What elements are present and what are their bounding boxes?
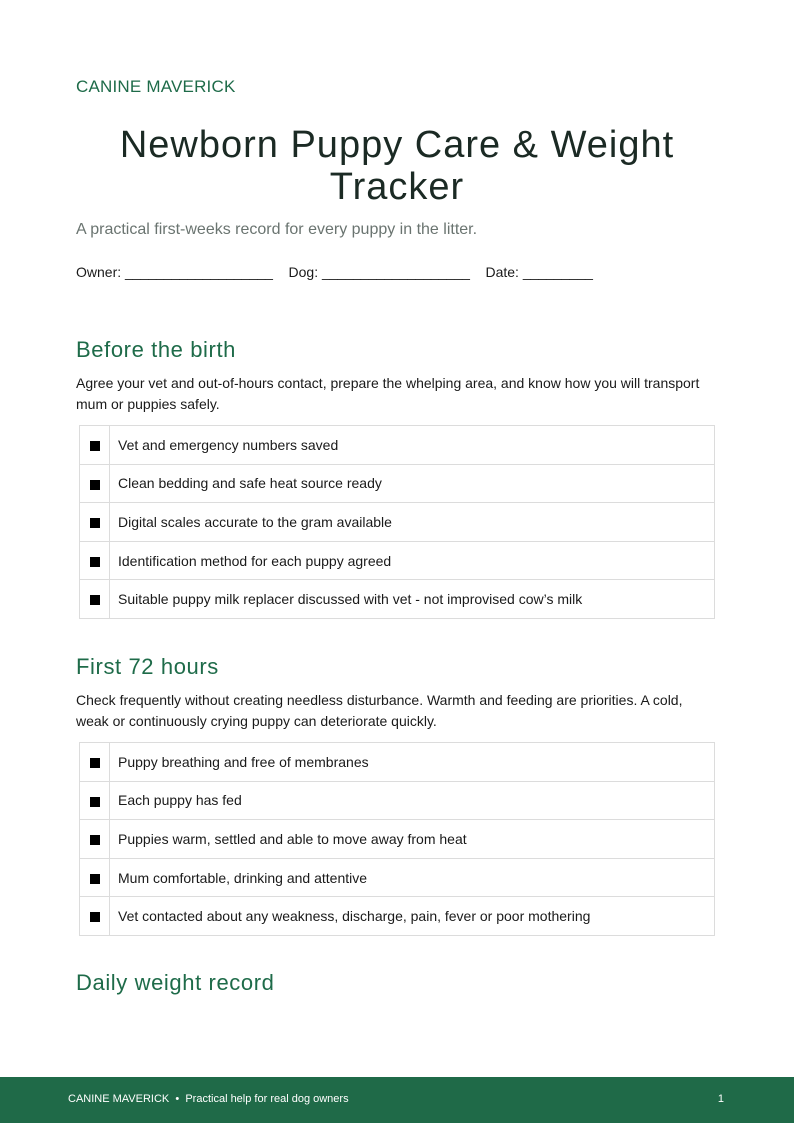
checklist-item-label: Each puppy has fed bbox=[110, 781, 715, 820]
checklist-before-birth bbox=[79, 425, 715, 619]
page-number: 1 bbox=[717, 1093, 724, 1105]
checklist-item-label: Clean bedding and safe heat source ready bbox=[110, 464, 715, 503]
checkbox[interactable] bbox=[80, 820, 110, 859]
checklist-item-label: Puppy breathing and free of membranes bbox=[110, 743, 715, 782]
checkbox-square-icon bbox=[90, 480, 100, 490]
checkbox-square-icon bbox=[90, 912, 100, 922]
checkbox[interactable] bbox=[80, 464, 110, 503]
checkbox[interactable] bbox=[80, 743, 110, 782]
checklist-row bbox=[80, 503, 715, 542]
checklist-row bbox=[80, 541, 715, 580]
checkbox-square-icon bbox=[90, 518, 100, 528]
checklist-item-label: Identification method for each puppy agreed bbox=[110, 541, 715, 580]
checkbox[interactable] bbox=[80, 897, 110, 936]
section-title-daily-weight: Daily weight record bbox=[76, 970, 275, 995]
brand-name: CANINE MAVERICK bbox=[76, 77, 236, 96]
checkbox[interactable] bbox=[80, 858, 110, 897]
checklist-row bbox=[80, 781, 715, 820]
checklist-item-label: Puppies warm, settled and able to move away from heat bbox=[110, 820, 715, 859]
checklist-item-label: Mum comfortable, drinking and attentive bbox=[110, 858, 715, 897]
section-title-before-birth: Before the birth bbox=[76, 337, 237, 362]
checklist-item-label: Vet contacted about any weakness, discharge, pain, fever or poor mothering bbox=[110, 897, 715, 936]
checklist-first-72-hours bbox=[79, 742, 715, 936]
checklist-row bbox=[80, 820, 715, 859]
checkbox[interactable] bbox=[80, 503, 110, 542]
checklist-row bbox=[80, 858, 715, 897]
checklist-item-label: Digital scales accurate to the gram available bbox=[110, 503, 715, 542]
checkbox[interactable] bbox=[80, 426, 110, 465]
owner-dog-date-fields[interactable]: Owner: ___________________ Dog: ___________________ Date: _________ bbox=[76, 264, 593, 280]
page-footer bbox=[0, 1077, 794, 1123]
checklist-row bbox=[80, 426, 715, 465]
checklist-row bbox=[80, 464, 715, 503]
page-title: Newborn Puppy Care & Weight Tracker bbox=[119, 124, 675, 208]
checkbox[interactable] bbox=[80, 580, 110, 619]
checkbox[interactable] bbox=[80, 541, 110, 580]
checkbox-square-icon bbox=[90, 441, 100, 451]
section-desc-first-72-hours: Check frequently without creating needless disturbance. Warmth and feeding are priorities. A cold, weak or continuously crying puppy can deteriorate quickly. bbox=[76, 692, 683, 729]
checkbox-square-icon bbox=[90, 874, 100, 884]
checkbox-square-icon bbox=[90, 758, 100, 768]
section-title-first-72-hours: First 72 hours bbox=[76, 654, 219, 679]
checkbox-square-icon bbox=[90, 595, 100, 605]
checklist-row bbox=[80, 743, 715, 782]
checklist-item-label: Suitable puppy milk replacer discussed with vet - not improvised cow’s milk bbox=[110, 580, 715, 619]
checklist-item-label: Vet and emergency numbers saved bbox=[110, 426, 715, 465]
checkbox-square-icon bbox=[90, 797, 100, 807]
page-subtitle: A practical first-weeks record for every puppy in the litter. bbox=[76, 221, 478, 238]
footer-brand-tagline: CANINE MAVERICK • Practical help for real dog owners bbox=[68, 1093, 349, 1105]
checklist-row bbox=[80, 580, 715, 619]
checkbox[interactable] bbox=[80, 781, 110, 820]
checkbox-square-icon bbox=[90, 835, 100, 845]
checklist-row bbox=[80, 897, 715, 936]
checkbox-square-icon bbox=[90, 557, 100, 567]
section-desc-before-birth: Agree your vet and out-of-hours contact, prepare the whelping area, and know how you will transport mum or puppies safely. bbox=[76, 375, 700, 412]
